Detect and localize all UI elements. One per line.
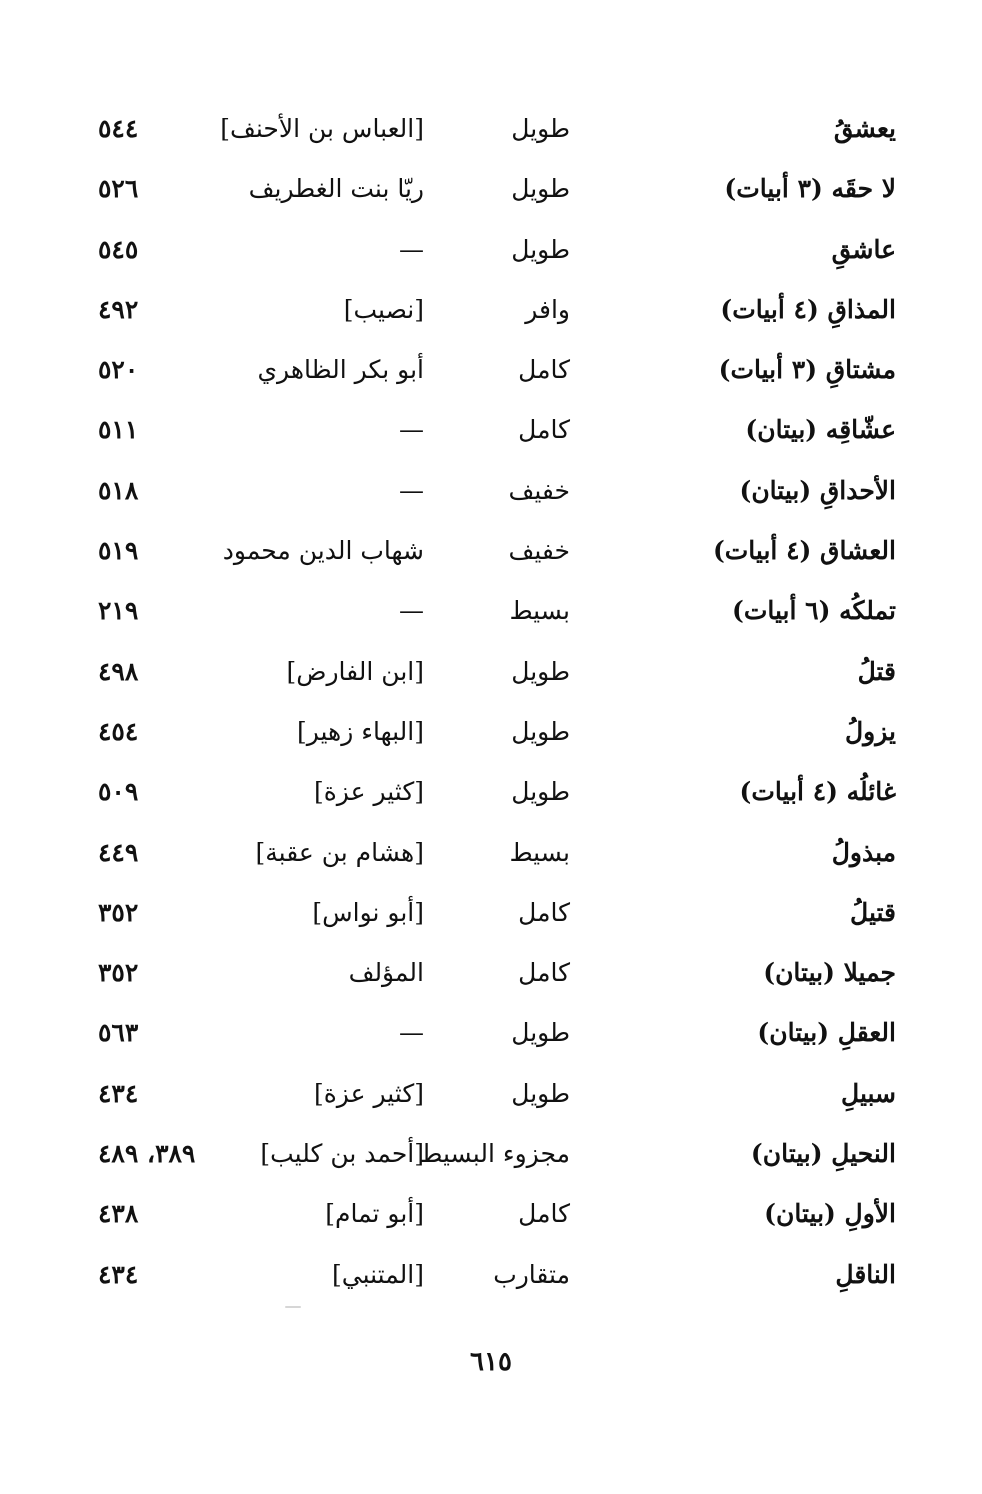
index-row <box>0 1125 982 1185</box>
page-reference: ٥٠٩ <box>98 777 139 807</box>
verse-ending: الأحداقِ (بيتان) <box>739 475 896 505</box>
poet-name: [أبو تمام] <box>325 1199 424 1229</box>
page-reference: ٤٩٢ <box>98 294 139 324</box>
poet-name: [أحمد بن كليب] <box>260 1139 424 1169</box>
poet-name: — <box>399 596 424 626</box>
poet-name: [المتنبي] <box>332 1259 424 1289</box>
page-reference: ٥٢٦ <box>98 174 139 204</box>
verse-ending: يزولُ <box>845 716 896 746</box>
page-reference: ٥١٨ <box>98 475 139 505</box>
page-reference: ٥٦٣ <box>98 1018 139 1048</box>
index-row <box>0 401 982 461</box>
index-row <box>0 884 982 944</box>
poetic-meter: كامل <box>518 355 570 385</box>
index-row <box>0 160 982 220</box>
poetic-meter: كامل <box>518 897 570 927</box>
index-row <box>0 341 982 401</box>
page-reference: ٢١٩ <box>98 596 139 626</box>
poet-name: — <box>399 234 424 264</box>
verse-ending: المذاقِ (٤ أبيات) <box>720 294 896 324</box>
poetic-meter: طويل <box>511 656 570 686</box>
poetic-meter: مجزوء البسيط <box>419 1139 570 1169</box>
poetic-meter: بسيط <box>509 837 570 867</box>
poetic-meter: كامل <box>518 958 570 988</box>
poet-name: [أبو نواس] <box>312 897 424 927</box>
page-reference: ٤٩٨ <box>98 656 139 686</box>
verse-ending: يعشقُ <box>833 114 896 143</box>
poet-name: [كثير عزة] <box>313 777 424 807</box>
verse-ending: عشّاقِه (بيتان) <box>745 415 896 445</box>
poet-name: [العباس بن الأحنف] <box>220 114 424 143</box>
poetic-meter: طويل <box>511 716 570 746</box>
poet-name: ريّا بنت الغطريف <box>248 174 424 204</box>
index-row <box>0 824 982 884</box>
page-reference: ٣٥٢ <box>98 897 139 927</box>
poet-name: — <box>399 475 424 505</box>
verse-ending: عاشقِ <box>831 234 896 264</box>
poetic-meter: طويل <box>511 777 570 807</box>
poet-name: المؤلف <box>348 958 424 988</box>
index-row <box>0 703 982 763</box>
poet-name: [نصيب] <box>343 294 424 324</box>
poetic-meter: طويل <box>511 174 570 204</box>
verse-ending: تملكُه (٦ أبيات) <box>731 596 896 626</box>
index-row <box>0 100 982 160</box>
verse-ending: مبذولُ <box>831 837 896 867</box>
poetic-meter: طويل <box>511 1018 570 1048</box>
page-reference: ٣٨٩، ٤٨٩ <box>98 1139 196 1169</box>
poetic-meter: طويل <box>511 1078 570 1108</box>
poetic-meter: كامل <box>518 1199 570 1229</box>
poetic-meter: خفيف <box>508 536 570 566</box>
poet-name: — <box>399 415 424 445</box>
verse-ending: لا حقَه (٣ أبيات) <box>724 174 896 204</box>
verse-ending: النحيلِ (بيتان) <box>750 1139 896 1169</box>
poetic-meter: طويل <box>511 114 570 143</box>
poetic-meter: خفيف <box>508 475 570 505</box>
verse-ending: قتلُ <box>857 656 896 686</box>
verse-ending: سبيلِ <box>841 1078 896 1108</box>
poet-name: [ابن الفارض] <box>286 656 424 686</box>
page-number: ٦١٥ <box>470 1347 512 1377</box>
index-row <box>0 582 982 642</box>
verse-ending: غائلُه (٤ أبيات) <box>739 777 896 807</box>
index-row <box>0 462 982 522</box>
verse-ending: الناقلِ <box>835 1259 896 1289</box>
page-reference: ٥١١ <box>98 415 139 445</box>
page-reference: ٥٤٥ <box>98 234 139 264</box>
poetic-meter: متقارب <box>493 1259 570 1289</box>
poetic-meter: كامل <box>518 415 570 445</box>
verse-ending: مشتاقِ (٣ أبيات) <box>718 355 896 385</box>
verse-ending: العقلِ (بيتان) <box>757 1018 896 1048</box>
index-row <box>0 1185 982 1245</box>
verse-index-table <box>0 100 982 1306</box>
verse-ending: الأولِ (بيتان) <box>764 1199 896 1229</box>
poet-name: — <box>399 1018 424 1048</box>
index-row <box>0 944 982 1004</box>
page-reference: ٥٤٤ <box>98 114 139 143</box>
page-reference: ٤٤٩ <box>98 837 139 867</box>
index-row <box>0 281 982 341</box>
poet-name: شهاب الدين محمود <box>222 536 424 566</box>
poetic-meter: وافر <box>525 294 570 324</box>
verse-ending: العشاق (٤ أبيات) <box>712 536 896 566</box>
index-row <box>0 1246 982 1306</box>
index-row <box>0 522 982 582</box>
page-reference: ٥٢٠ <box>98 355 139 385</box>
index-row <box>0 643 982 703</box>
page-reference: ٤٥٤ <box>98 716 139 746</box>
page-reference: ٣٥٢ <box>98 958 139 988</box>
page-reference: ٤٣٤ <box>98 1259 139 1289</box>
scan-speck <box>285 1306 301 1308</box>
verse-ending: جميلا (بيتان) <box>763 958 896 988</box>
page-reference: ٤٣٤ <box>98 1078 139 1108</box>
page-reference: ٤٣٨ <box>98 1199 139 1229</box>
poet-name: [البهاء زهير] <box>296 716 424 746</box>
poetic-meter: طويل <box>511 234 570 264</box>
poet-name: [كثير عزة] <box>313 1078 424 1108</box>
index-row <box>0 763 982 823</box>
poetic-meter: بسيط <box>509 596 570 626</box>
verse-ending: قتيلُ <box>850 897 896 927</box>
poet-name: [هشام بن عقبة] <box>255 837 424 867</box>
index-row <box>0 221 982 281</box>
index-row <box>0 1065 982 1125</box>
index-row <box>0 1004 982 1064</box>
poet-name: أبو بكر الظاهري <box>257 355 424 385</box>
page-reference: ٥١٩ <box>98 536 139 566</box>
